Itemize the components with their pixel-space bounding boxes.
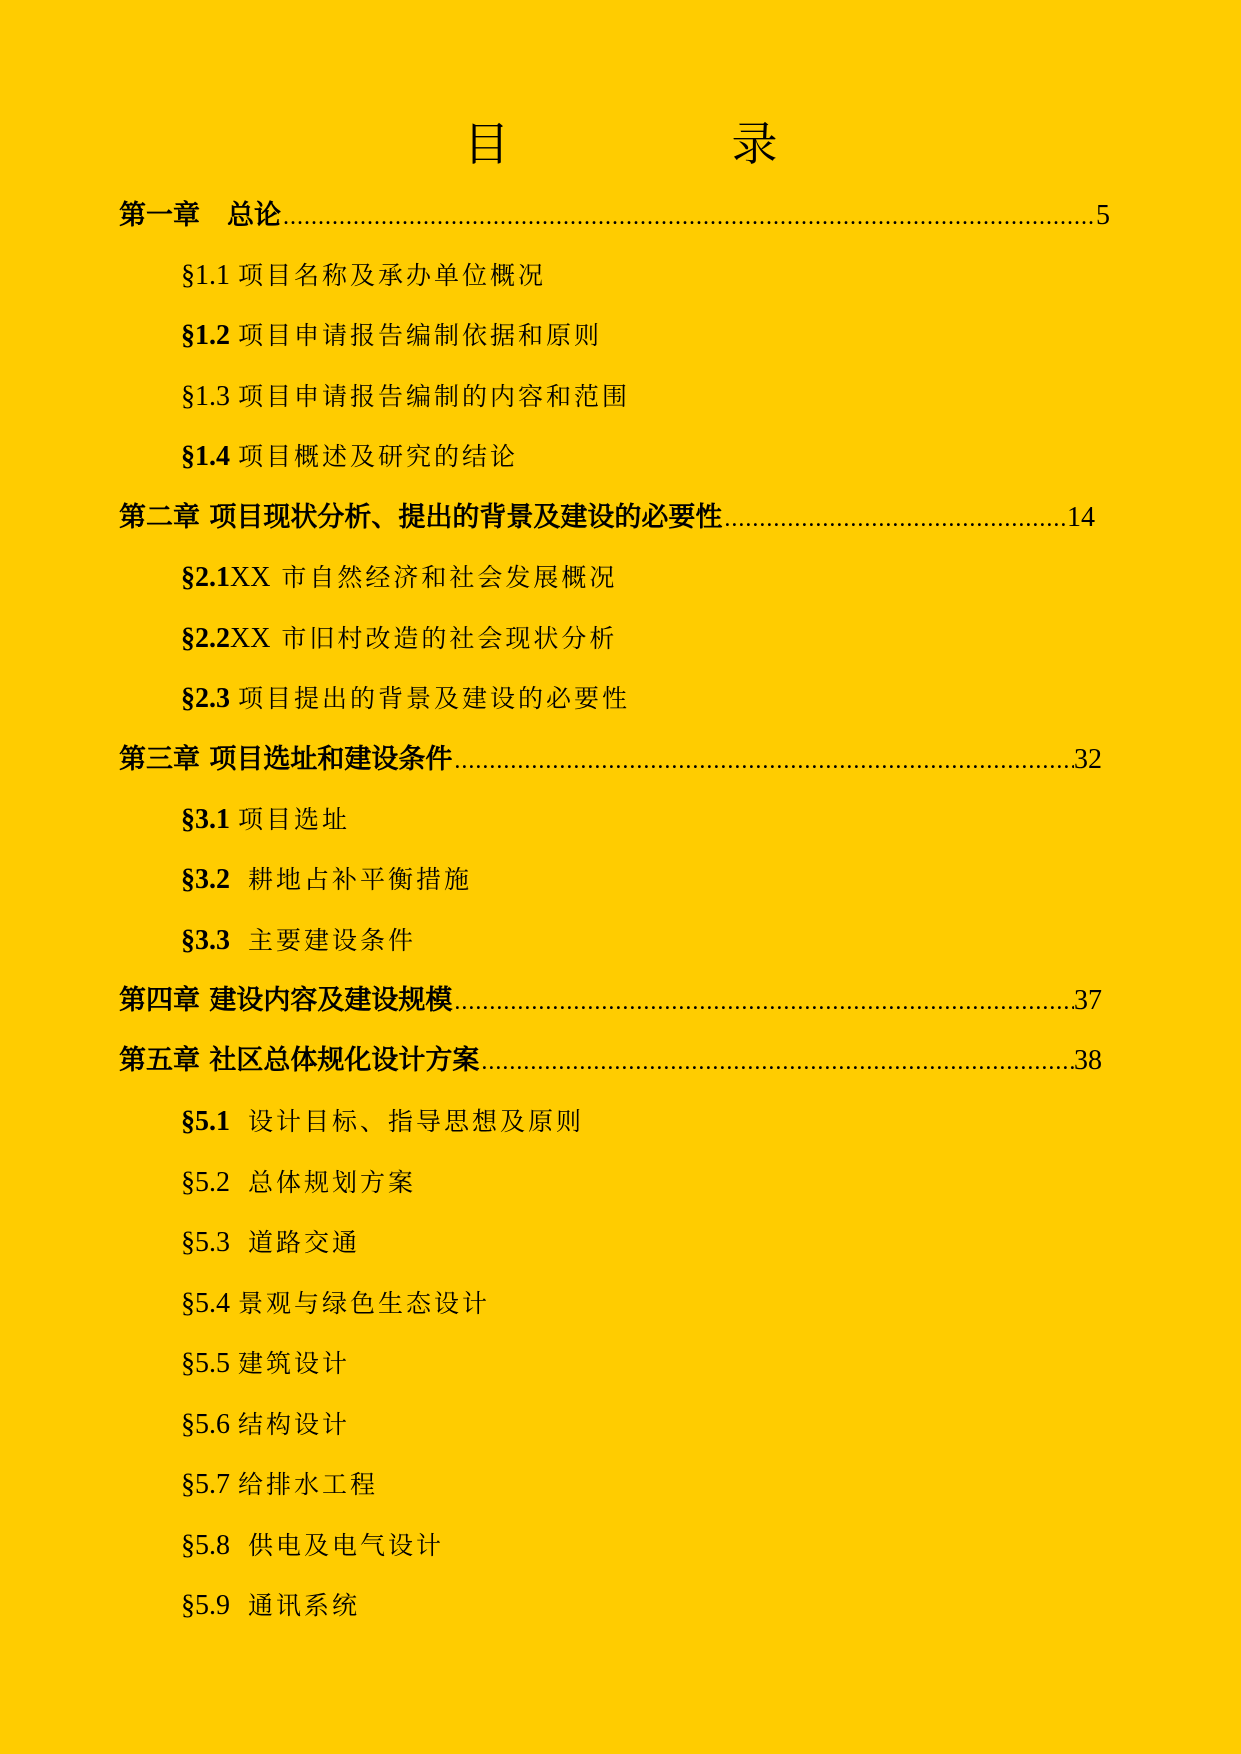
section-number: §3.3 [181,925,230,956]
chapter-title: 第一章 总论 [119,200,281,231]
toc-section-5-5[interactable] [181,1344,350,1384]
toc-section-5-3[interactable] [181,1223,360,1263]
chapter-title: 第四章 建设内容及建设规模 [119,985,453,1016]
section-title: 道路交通 [248,1228,361,1257]
section-title: 主要建设条件 [248,926,417,955]
dot-leader [452,741,1074,781]
section-title: 项目申请报告编制的内容和范围 [238,382,631,411]
section-title [230,558,617,598]
toc-section-2-1[interactable] [181,558,617,598]
section-title-text: 市自然经济和社会发展概况 [281,563,618,592]
page-number: 14 [1067,502,1095,533]
toc-chapter-4[interactable] [119,981,1102,1022]
section-number: §2.2 [181,623,230,654]
section-number: §1.4 [181,441,230,472]
toc-section-1-4[interactable] [181,437,518,477]
page-title: 目 录 [463,117,866,171]
section-number: §2.1 [181,562,230,593]
section-number: §3.2 [181,864,230,895]
toc-chapter-2[interactable] [119,498,1095,539]
dot-leader [479,1042,1074,1082]
page-number: 37 [1074,985,1102,1016]
dot-leader [281,197,1096,237]
section-title: 通讯系统 [248,1591,361,1620]
section-title: 项目申请报告编制依据和原则 [238,321,603,350]
section-number: §1.3 [181,381,230,412]
toc-section-5-1[interactable] [181,1102,584,1142]
section-number: §5.2 [181,1167,230,1198]
section-title: 景观与绿色生态设计 [238,1289,491,1318]
section-title: 设计目标、指导思想及原则 [248,1107,585,1136]
chapter-title: 第五章 社区总体规化设计方案 [119,1045,480,1076]
toc-chapter-3[interactable] [119,740,1102,781]
toc-section-5-6[interactable] [181,1405,350,1445]
section-title [230,619,617,659]
page-number: 5 [1096,200,1110,231]
section-title: 给排水工程 [238,1470,379,1499]
section-title: 建筑设计 [238,1349,351,1378]
page-number: 38 [1074,1045,1102,1076]
toc-section-5-2[interactable] [181,1163,416,1203]
section-number: §5.9 [181,1590,230,1621]
toc-section-1-3[interactable] [181,377,630,417]
section-title-text: 市旧村改造的社会现状分析 [281,624,618,653]
section-number: §2.3 [181,683,230,714]
section-title: 总体规划方案 [248,1168,417,1197]
section-number: §5.4 [181,1288,230,1319]
dot-leader [452,982,1074,1022]
toc-chapter-1[interactable] [119,196,1110,237]
toc-section-3-1[interactable] [181,800,350,840]
section-title: 项目提出的背景及建设的必要性 [238,684,631,713]
toc-section-2-3[interactable] [181,679,630,719]
toc-section-1-1[interactable] [181,256,546,296]
section-title: 项目概述及研究的结论 [238,442,519,471]
section-number: §5.3 [181,1227,230,1258]
toc-section-5-4[interactable] [181,1284,490,1324]
toc-section-2-2[interactable] [181,619,617,659]
section-number: §1.1 [181,260,230,291]
toc-chapter-5[interactable] [119,1041,1102,1082]
section-title: 结构设计 [238,1410,351,1439]
toc-section-3-2[interactable] [181,860,472,900]
section-number: §1.2 [181,320,230,351]
section-number: §5.8 [181,1530,230,1561]
section-number: §5.1 [181,1106,230,1137]
chapter-title: 第三章 项目选址和建设条件 [119,744,453,775]
dot-leader [722,499,1067,539]
section-number: §5.7 [181,1469,230,1500]
section-title: 项目选址 [238,805,351,834]
chapter-title: 第二章 项目现状分析、提出的背景及建设的必要性 [119,502,723,533]
toc-section-3-3[interactable] [181,921,416,961]
section-title: 耕地占补平衡措施 [248,865,473,894]
section-title: 供电及电气设计 [248,1531,445,1560]
toc-section-5-7[interactable] [181,1465,378,1505]
toc-section-5-8[interactable] [181,1526,444,1566]
section-title-prefix: XX [230,623,271,654]
section-number: §3.1 [181,804,230,835]
toc-section-5-9[interactable] [181,1586,360,1626]
section-number: §5.6 [181,1409,230,1440]
section-number: §5.5 [181,1348,230,1379]
page-number: 32 [1074,744,1102,775]
toc-section-1-2[interactable] [181,316,602,356]
section-title: 项目名称及承办单位概况 [238,261,547,290]
section-title-prefix: XX [230,562,271,593]
